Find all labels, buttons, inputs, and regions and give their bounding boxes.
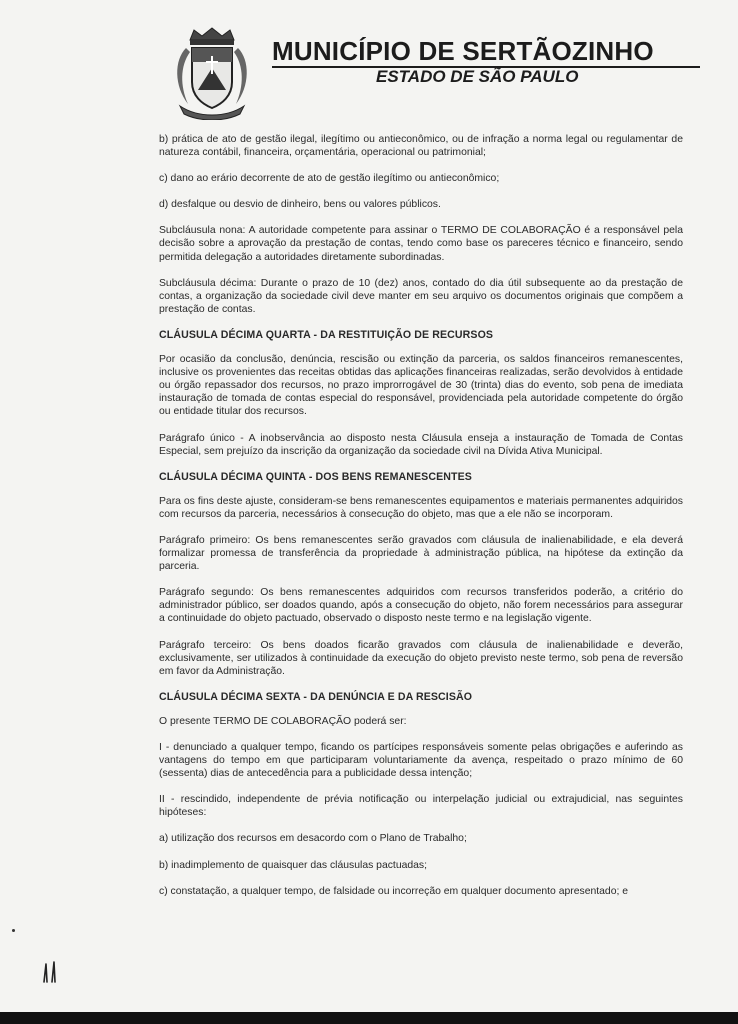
paragraph-item-d: d) desfalque ou desvio de dinheiro, bens ou valores públicos.	[159, 199, 441, 211]
clause-16-item-a: a) utilização dos recursos em desacordo com o Plano de Trabalho;	[159, 833, 467, 845]
document-body	[159, 133, 683, 911]
clause-15-second-paragraph: Parágrafo segundo: Os bens remanescentes adquiridos com recursos transferidos poderão, a critério do administrador público, ser doados quando, após a consecução do objeto, não forem necessários para assegurar a continuidade do objeto pactuado, observado o disposto neste termo e na legislação vigente.	[159, 587, 683, 625]
state-subtitle: ESTADO DE SÃO PAULO	[376, 67, 579, 86]
subclause-tenth: Subcláusula décima: Durante o prazo de 10 (dez) anos, contado do dia útil subsequente ao da prestação de contas, a organização da sociedade civil deve manter em seu arquivo os documentos originais que compõem a prestação de contas.	[159, 277, 683, 315]
clause-16-heading: CLÁUSULA DÉCIMA SEXTA - DA DENÚNCIA E DA RESCISÃO	[159, 690, 473, 703]
paragraph-item-c: c) dano ao erário decorrente de ato de gestão ilegítimo ou antieconômico;	[159, 173, 500, 185]
clause-14-heading: CLÁUSULA DÉCIMA QUARTA - DA RESTITUIÇÃO DE RECURSOS	[159, 328, 494, 341]
municipality-title: MUNICÍPIO DE SERTÃOZINHO	[272, 36, 654, 66]
coat-of-arms-icon	[168, 26, 256, 120]
clause-15-first-paragraph: Parágrafo primeiro: Os bens remanescentes serão gravados com cláusula de inalienabilidade, e ela deverá formalizar promessa de transferência da propriedade à administração pública, na hipótese da extinção da parceria.	[159, 534, 683, 573]
clause-16-intro: O presente TERMO DE COLABORAÇÃO poderá ser:	[159, 715, 407, 727]
subclause-ninth: Subcláusula nona: A autoridade competente para assinar o TERMO DE COLABORAÇÃO é a responsável pela decisão sobre a aprovação da prestação de contas, tendo como base os pareceres técnico e financeiro, sendo permitida delegação a autoridades diretamente subordinadas.	[159, 225, 683, 263]
clause-16-item-i: I - denunciado a qualquer tempo, ficando os partícipes responsáveis somente pelas obrigações e auferindo as vantagens do tempo em que participaram voluntariamente da avença, respeitado o prazo mínimo de 60 (sessenta) dias de antecedência para a publicidade dessa intenção;	[159, 742, 683, 780]
scan-speck	[12, 929, 15, 932]
clause-14-sole-paragraph: Parágrafo único - A inobservância ao disposto nesta Cláusula enseja a instauração de Tomada de Contas Especial, sem prejuízo da inscrição da organização da sociedade civil na Dívida Ativa Municipal.	[159, 432, 683, 457]
clause-16-item-b: b) inadimplemento de quaisquer das cláusulas pactuadas;	[159, 859, 428, 871]
clause-15-third-paragraph: Parágrafo terceiro: Os bens doados ficarão gravados com cláusula de inalienabilidade e deverão, exclusivamente, ser utilizados à continuidade da execução do objeto previsto neste termo, sob pena de reversão em favor da Administração.	[159, 639, 683, 677]
scan-bottom-edge	[0, 1012, 738, 1024]
handwritten-initials	[40, 958, 66, 984]
paragraph-item-b: b) prática de ato de gestão ilegal, ilegítimo ou antieconômico, ou de infração a norma legal ou regulamentar de natureza contábil, financeira, orçamentária, operacional ou patrimonial;	[159, 134, 683, 159]
clause-15-body: Para os fins deste ajuste, consideram-se bens remanescentes equipamentos e materiais permanentes adquiridos com recursos da parceria, necessários à consecução do objeto, mas que a ele não se incorporam.	[159, 495, 683, 520]
clause-15-heading: CLÁUSULA DÉCIMA QUINTA - DOS BENS REMANESCENTES	[159, 470, 472, 483]
clause-14-body: Por ocasião da conclusão, denúncia, rescisão ou extinção da parceria, os saldos financeiros remanescentes, inclusive os provenientes das receitas obtidas das aplicações financeiras realizadas, serão devolvidos à entidade ou órgão repassador dos recursos, no prazo improrrogável de 30 (trinta) dias do evento, sob pena de imediata instauração de tomada de contas especial do responsável, providenciada pela autoridade competente do órgão ou entidade titular dos recursos.	[159, 354, 683, 418]
clause-16-item-c: c) constatação, a qualquer tempo, de falsidade ou incorreção em qualquer documento apresentado; e	[159, 885, 629, 897]
clause-16-item-ii: II - rescindido, independente de prévia notificação ou interpelação judicial ou extrajudicial, nas seguintes hipóteses:	[159, 794, 683, 819]
